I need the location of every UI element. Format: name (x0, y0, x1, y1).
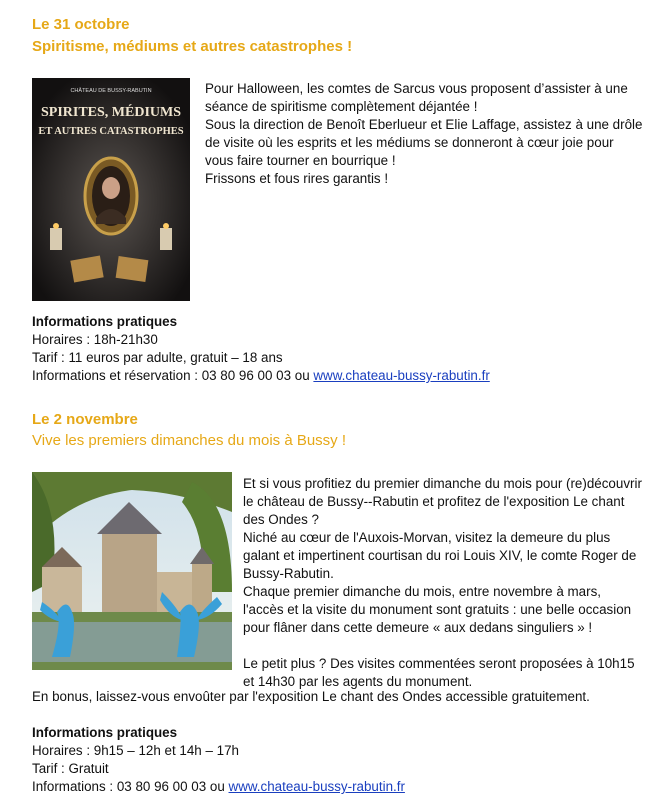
event2-website-link[interactable]: www.chateau-bussy-rabutin.fr (228, 779, 405, 794)
poster-title-line2: ET AUTRES CATASTROPHES (38, 126, 184, 137)
event1-desc-p1: Pour Halloween, les comtes de Sarcus vous proposent d’assister à une séance de spiritisme complètement déjantée ! (205, 81, 628, 114)
event1-info-title: Informations pratiques (32, 314, 178, 329)
event2-desc-spacer (243, 637, 643, 655)
event1-price: Tarif : 11 euros par adulte, gratuit – 18 ans (32, 350, 283, 365)
event2-chateau-photo (32, 472, 232, 670)
event2-date: Le 2 novembre (32, 411, 138, 428)
event2-desc-block2: Niché au cœur de l'Auxois-Morvan, visitez la demeure du plus galant et impertinent courtisan du roi Louis XIV, le comte Roger de Bussy-Rabutin. (243, 530, 637, 581)
event2-description (243, 475, 643, 691)
event2-contact (32, 778, 405, 796)
event1-desc-p3: Frissons et fous rires garantis ! (205, 171, 389, 186)
poster-graphic (32, 78, 190, 301)
event1-title: Spiritisme, médiums et autres catastrophes ! (32, 38, 353, 55)
event2-bonus: En bonus, laissez-vous envoûter par l'exposition Le chant des Ondes accessible gratuitement. (32, 689, 590, 704)
event2-title: Vive les premiers dimanches du mois à Bussy ! (32, 432, 347, 449)
event1-contact-text: Informations et réservation : 03 80 96 00 03 ou (32, 368, 314, 383)
event2-extra: Le petit plus ? Des visites commentées seront proposées à 10h15 et 14h30 par les agents du monument. (243, 656, 635, 689)
chateau-graphic (32, 472, 232, 670)
event1-desc-p2: Sous la direction de Benoît Eberlueur et Elie Laffage, assistez à une drôle de visite où les esprits et les médiums se donneront à cœur joie pour vous faire tourner en bourrique ! (205, 117, 643, 168)
event2-desc-block1: Et si vous profitiez du premier dimanche du mois pour (re)découvrir le château de Bussy--Rabutin et profitez de l'exposition Le chant des Ondes ? (243, 476, 642, 527)
event1-date: Le 31 octobre (32, 16, 130, 33)
event2-info-title: Informations pratiques (32, 725, 178, 740)
event1-poster-image (32, 78, 190, 301)
event2-desc-block3: Chaque premier dimanche du mois, entre novembre à mars, l'accès et la visite du monument sont gratuits : une belle occasion pour flâner dans cette demeure « aux dedans singuliers » ! (243, 584, 632, 635)
event1-contact (32, 367, 490, 385)
event1-hours: Horaires : 18h-21h30 (32, 332, 158, 347)
event2-contact-text: Informations : 03 80 96 00 03 ou (32, 779, 229, 794)
poster-title-line1: SPIRITES, MÉDIUMS (40, 105, 182, 120)
poster-top-text: CHÂTEAU DE BUSSY-RABUTIN (70, 88, 152, 94)
event1-description (205, 80, 645, 188)
event2-price: Tarif : Gratuit (32, 761, 109, 776)
event1-website-link[interactable]: www.chateau-bussy-rabutin.fr (313, 368, 490, 383)
event2-hours: Horaires : 9h15 – 12h et 14h – 17h (32, 743, 239, 758)
